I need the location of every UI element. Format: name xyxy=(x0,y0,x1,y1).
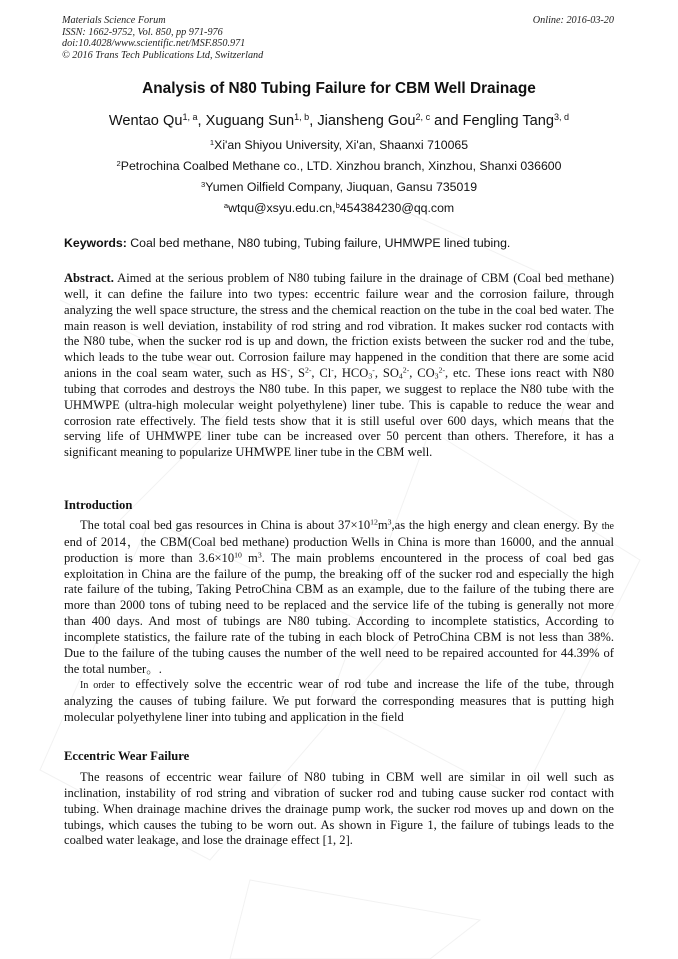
author-separator: and xyxy=(430,113,463,129)
abstract-text: , CO xyxy=(409,366,435,381)
author-affiliation-mark: 2, c xyxy=(415,112,431,123)
author-name: Xuguang Sun xyxy=(205,113,295,129)
author-affiliation-mark: 3, d xyxy=(554,112,570,123)
email-link[interactable]: 454384230@qq.com xyxy=(339,201,455,215)
email-mark: b xyxy=(335,200,340,210)
author-emails xyxy=(0,201,678,215)
ion-charge: - xyxy=(287,365,290,375)
affiliation-1 xyxy=(0,138,678,152)
keywords xyxy=(64,236,624,250)
eccentric-wear-body xyxy=(64,770,614,849)
abstract-text: Aimed at the serious problem of N80 tubing failure in the drainage of CBM (Coal bed methane) well, it can define the failure into two types: eccentric failure wear and the corrosion failure, through analyzing the well space structure, the stress and the chemical reaction on the tube in the coal bed water. The main reason is well deviation, instability of rod string and rod vibration. It makes sucker rod contacts with the N80 tube, when the sucker rod is up and down, the friction exists between the sucker rod and the tube, which leads to the tube wear out. Corrosion failure may happened in the condition that there are some acid anions in the coal seam water, such as HS xyxy=(64,271,614,381)
ion-charge: 2- xyxy=(402,365,410,375)
author-separator: , xyxy=(197,113,206,129)
abstract-label: Abstract. xyxy=(64,271,114,285)
abstract xyxy=(64,271,614,461)
author-affiliation-mark: 1, b xyxy=(294,112,310,123)
doi-line: doi:10.4028/www.scientific.net/MSF.850.971 xyxy=(62,38,246,50)
author-list xyxy=(0,113,678,129)
affiliation-mark: 3 xyxy=(200,179,206,189)
keywords-text: Coal bed methane, N80 tubing, Tubing failure, UHMWPE lined tubing. xyxy=(126,236,511,250)
ion-charge: 2- xyxy=(438,365,446,375)
section-heading-eccentric-wear-failure: Eccentric Wear Failure xyxy=(64,749,190,763)
abstract-text: , SO xyxy=(374,366,399,381)
affiliation-mark: 2 xyxy=(116,158,121,168)
introduction-body xyxy=(64,518,614,726)
affiliation-3 xyxy=(0,180,678,194)
abstract-text: , HCO xyxy=(333,366,369,381)
email-link[interactable]: wtqu@xsyu.edu.cn, xyxy=(228,201,336,215)
ion-charge: - xyxy=(331,365,334,375)
paragraph: The total coal bed gas resources in China is about $37\times 10^{12}m^3,as$ the high energy and clean energy. By the end of 2014，the CBM(Coal bed methane) production Wells in China is more than 16000, and the annual production is more than $3.6\times 10^{10}$ $m^3$. The main problems encountered in the process of coal bed gas exploitation in China are the failure of the pump, the breaking off of the sucker rod and especially the high rate failure of the tubing, Taking PetroChina CBM as an example, due to the failure of the tubing there are more than 2000 tons of tubing need to be replaced and the service life of the tubing is generally not more than 400 days. And most of tubings are N80 tubing. According to incomplete statistics, According to incomplete statistics, the failure rate of the tubing in each block of PetroChina CBM is not less than 38%. Due to the failure of the tubing causes the number of the well need to be repaired accounted for 44.39% of the total number。. xyxy=(64,517,614,676)
online-date: Online: 2016-03-20 xyxy=(532,15,614,26)
abstract-text: , etc. These ions react with N80 tubing that corrodes and destroys the N80 tube. In this paper, we suggest to replace the N80 tube with the UHMWPE (ultra-high molecular weight polyethylene) liner tube. This is capable to reduce the wear and corrosion rate effectively. The field tests show that it is still useful over 600 days, which means that the serving life of UHMWPE liner tube can be increased over 50 percent than others. Therefore, it has a significant meaning to popularize UHMWPE liner tube in the CBM well. xyxy=(64,366,615,460)
issn-line: ISSN: 1662-9752, Vol. 850, pp 971-976 xyxy=(62,26,223,38)
affiliation-2 xyxy=(0,159,678,173)
ion-subscript: 4 xyxy=(398,371,403,381)
paragraph: In order to effectively solve the eccentric wear of rod tube and increase the life of the tube, through analyzing the causes of tubing failure. We put forward the corresponding measures that is putting high molecular polyethylene liner into tubing and application in the field xyxy=(64,677,614,725)
journal-name: Materials Science Forum xyxy=(62,15,166,26)
author-name: Jiansheng Gou xyxy=(317,113,416,129)
ion-subscript: 3 xyxy=(434,371,439,381)
affiliation-text: Xi'an Shiyou University, Xi'an, Shaanxi 710065 xyxy=(214,138,469,152)
affiliation-text: Petrochina Coalbed Methane co., LTD. Xinzhou branch, Xinzhou, Shanxi 036600 xyxy=(120,159,562,173)
author-separator: , xyxy=(309,113,318,129)
abstract-text: , S xyxy=(289,366,305,381)
ion-charge: 2- xyxy=(304,365,312,375)
author-affiliation-mark: 1, a xyxy=(182,112,198,123)
paragraph: The reasons of eccentric wear failure of N80 tubing in CBM well are similar in oil well such as inclination, instability of rod string and vibration of sucker rod and tubing cause sucker rod contact with tubing. When drainage machine drives the drainage pump work, the sucker rod moves up and down on the tubings, which causes the tubing to be worn out. As shown in Figure 1, the failure of tubings leads to the coalbed water leakage, and lose the drainage effect [1, 2]. xyxy=(64,770,614,848)
section-heading-introduction: Introduction xyxy=(64,498,133,512)
ion-charge: - xyxy=(372,365,375,375)
copyright-line: © 2016 Trans Tech Publications Ltd, Switzerland xyxy=(62,49,264,61)
affiliation-text: Yumen Oilfield Company, Jiuquan, Gansu 735019 xyxy=(205,180,478,194)
keywords-label: Keywords: xyxy=(64,236,127,250)
paper-title: Analysis of N80 Tubing Failure for CBM Well Drainage xyxy=(142,80,536,97)
author-name: Wentao Qu xyxy=(108,113,183,129)
ion-subscript: 3 xyxy=(368,371,373,381)
author-name: Fengling Tang xyxy=(462,113,554,129)
email-mark: a xyxy=(223,200,229,210)
abstract-text: , Cl xyxy=(311,366,332,381)
journal-header xyxy=(62,15,263,61)
affiliation-mark: 1 xyxy=(209,137,215,147)
